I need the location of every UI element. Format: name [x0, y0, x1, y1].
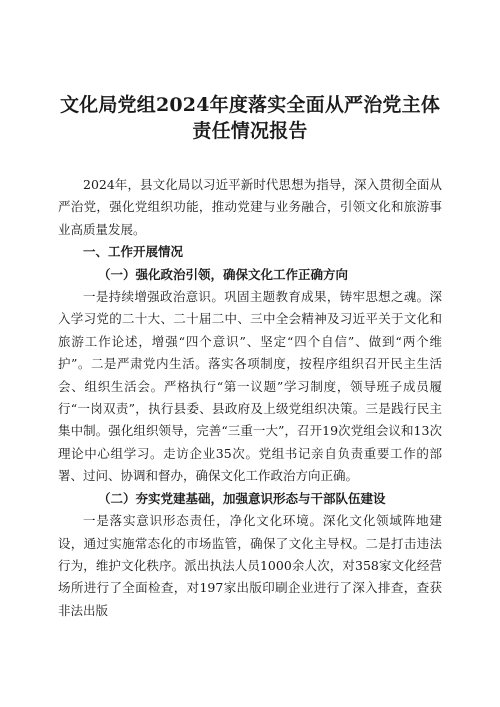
subsection-heading-2: （二）夯实党建基础，加强意识形态与干部队伍建设	[98, 490, 386, 506]
title-line-1: 文化局党组2024年度落实全面从严治党主体	[59, 94, 441, 116]
document-title	[58, 92, 442, 144]
document-body	[58, 174, 442, 622]
subsection-heading-1: （一）强化政治引领，确保文化工作正确方向	[98, 266, 349, 282]
subsection-body-2: 一是落实意识形态责任，净化文化环境。深化文化领域阵地建设，通过实施常态化的市场监管，确保了文化主导权。二是打击违法行为，维护文化秩序。派出执法人员1000余人次，对358家文化经营场所进行了全面检查，对197家出版印刷企业进行了深入排查，查获非法出版	[58, 513, 442, 618]
subsection-body-1: 一是持续增强政治意识。巩固主题教育成果，铸牢思想之魂。深入学习党的二十大、二十届二中、三中全会精神及习近平关于文化和旅游工作论述，增强“四个意识”、坚定“四个自信”、做到“两个维护”。二是严肃党内生活。落实各项制度，按程序组织召开民主生活会、组织生活会。严格执行“第一议题”学习制度，领导班子成员履行“一岗双责”，执行县委、县政府及上级党组织决策。三是践行民主集中制。强化组织领导，完善“三重一大”，召开19次党组会议和13次理论中心组学习。走访企业35次。党组书记亲自负责重要工作的部署、过问、协调和督办，确保文化工作政治方向正确。	[58, 289, 442, 484]
title-line-2: 责任情况报告	[192, 120, 308, 142]
section-heading-1: 一、工作开展情况	[83, 244, 184, 260]
intro-paragraph: 2024年，县文化局以习近平新时代思想为指导，深入贯彻全面从严治党，强化党组织功能，推动党建与业务融合，引领文化和旅游事业高质量发展。	[58, 177, 442, 237]
